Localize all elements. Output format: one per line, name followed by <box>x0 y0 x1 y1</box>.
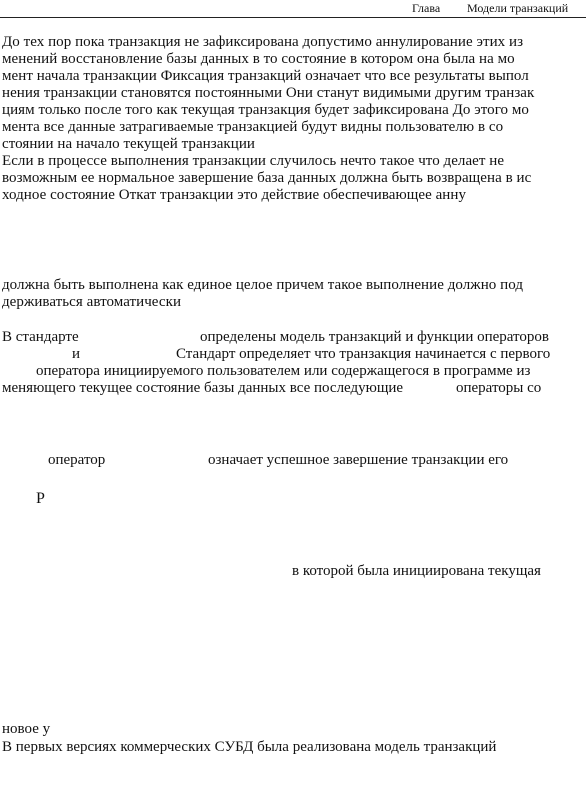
text-fragment: оператора инициируемого пользователем или содержащегося в программе из <box>36 363 531 379</box>
text-fragment: определены модель транзакций и функции операторов <box>200 329 549 345</box>
text-line: ходное состояние Откат транзакции это действие обеспечивающее анну <box>2 187 466 203</box>
text-line: нения транзакции становятся постоянными Они станут видимыми другим транзак <box>2 85 535 101</box>
text-fragment: В первых версиях коммерческих СУБД была реализована модель транзакций <box>2 739 497 755</box>
text-fragment: В стандарте <box>2 329 79 345</box>
text-fragment: операторы со <box>456 380 542 396</box>
header-chapter: Глава <box>412 1 441 15</box>
text-line: циям только после того как текущая транзакция будет зафиксирована До этого мо <box>2 102 529 118</box>
text-line: мент начала транзакции Фиксация транзакций означает что все результаты выпол <box>2 68 529 84</box>
text-line: мента все данные затрагиваемые транзакцией будут видны пользователю в со <box>2 119 504 135</box>
text-line: стоянии на начало текущей транзакции <box>2 136 255 152</box>
text-fragment: означает успешное завершение транзакции его <box>208 452 509 468</box>
text-line: держиваться автоматически <box>2 294 182 310</box>
text-fragment: в которой была инициирована текущая <box>292 563 541 579</box>
header-rule <box>0 17 586 18</box>
text-line: Если в процессе выполнения транзакции случилось нечто такое что делает не <box>2 153 505 169</box>
text-fragment: оператор <box>48 452 106 468</box>
text-line: До тех пор пока транзакция не зафиксирована допустимо аннулирование этих из <box>2 34 524 50</box>
header-title: Модели транзакций <box>467 1 569 15</box>
text-line: возможным ее нормальное завершение база данных должна быть возвращена в ис <box>2 170 532 186</box>
running-header <box>0 0 586 16</box>
text-fragment: Стандарт определяет что транзакция начинается с первого <box>176 346 551 362</box>
text-line: должна быть выполнена как единое целое причем такое выполнение должно под <box>2 277 523 293</box>
text-fragment: и <box>72 346 81 362</box>
text-fragment: меняющего текущее состояние базы данных все последующие <box>2 380 404 396</box>
text-fragment: новое у <box>2 721 51 737</box>
text-line: менений восстановление базы данных в то состояние в котором она была на мо <box>2 51 515 67</box>
text-fragment: Р <box>36 490 45 507</box>
